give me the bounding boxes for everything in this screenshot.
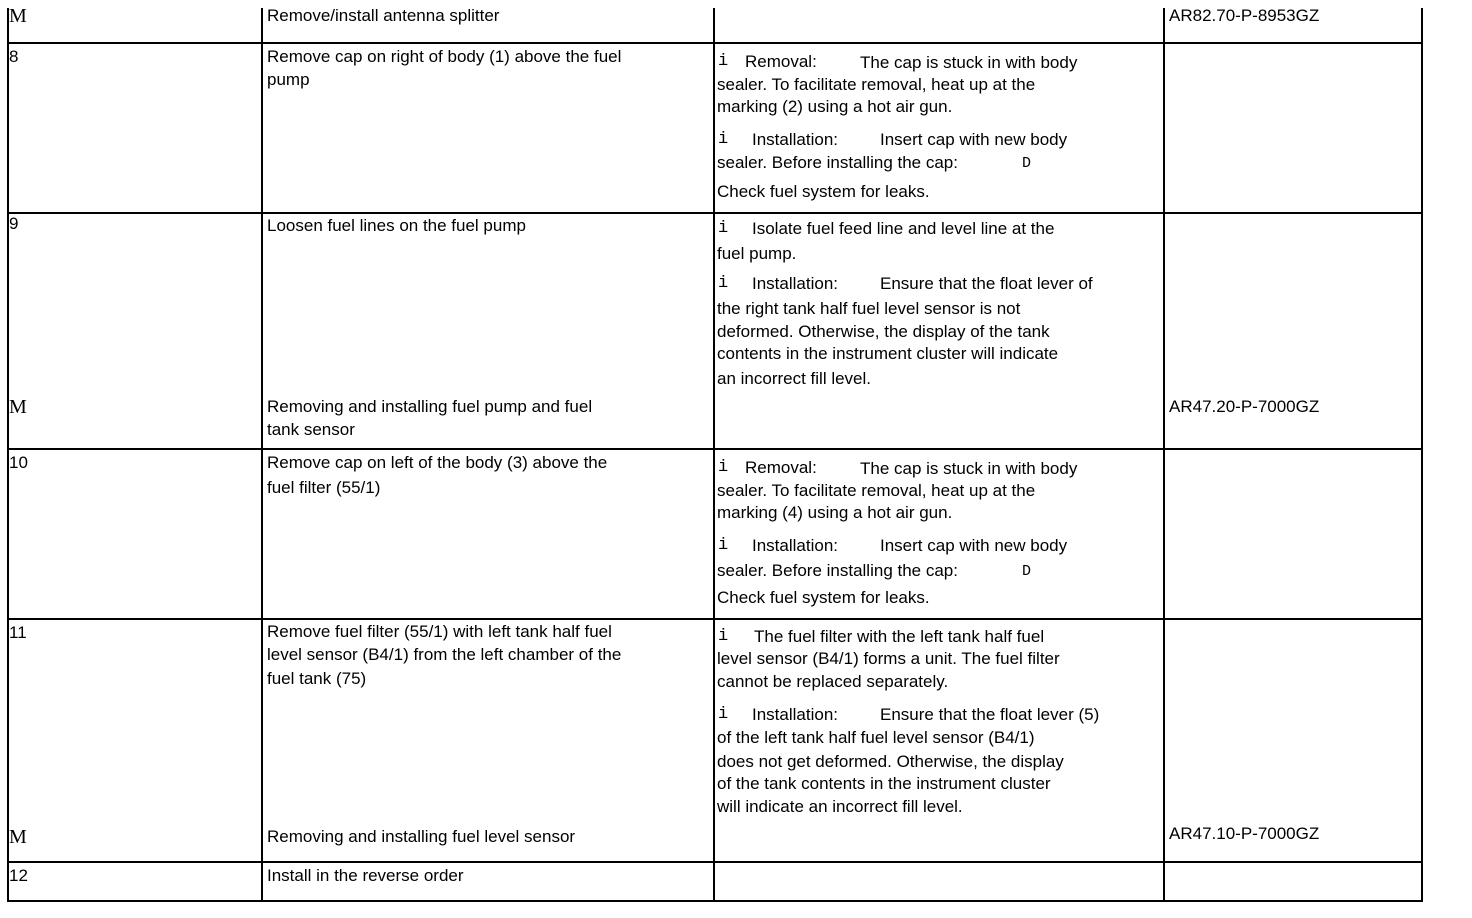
row-divider (7, 618, 1423, 620)
step-cell: 11 (9, 623, 27, 642)
note-text: Isolate fuel feed line and level line at the (752, 219, 1055, 238)
info-icon: i (718, 219, 729, 238)
step-cell: 8 (9, 47, 19, 66)
note-text: cannot be replaced separately. (717, 672, 949, 691)
action-cell: fuel filter (55/1) (267, 478, 381, 497)
note-text: contents in the instrument cluster will indicate (717, 344, 1059, 363)
action-cell: Removing and installing fuel level sensor (267, 827, 576, 846)
note-text: the right tank half fuel level sensor is not (717, 299, 1021, 318)
row-divider (7, 42, 1423, 44)
action-cell: Remove fuel filter (55/1) with left tank half fuel (267, 622, 612, 641)
note-text: deformed. Otherwise, the display of the tank (717, 322, 1050, 341)
info-icon: i (718, 274, 729, 293)
action-cell: Removing and installing fuel pump and fuel (267, 397, 593, 416)
action-cell: tank sensor (267, 420, 355, 439)
note-text: sealer. To facilitate removal, heat up at the (717, 75, 1036, 94)
note-text: Check fuel system for leaks. (717, 588, 930, 607)
document-reference[interactable]: AR47.20-P-7000GZ (1169, 397, 1320, 416)
column-divider (713, 8, 715, 902)
step-cell: M (9, 396, 27, 418)
note-text: marking (4) using a hot air gun. (717, 503, 953, 522)
column-divider (1421, 8, 1423, 902)
column-divider (261, 8, 263, 902)
step-cell: 12 (9, 866, 28, 885)
installation-label: Installation: (752, 705, 838, 724)
note-text: an incorrect fill level. (717, 369, 872, 388)
removal-label: Removal: (745, 52, 817, 71)
note-text: Check fuel system for leaks. (717, 182, 930, 201)
note-text: sealer. Before installing the cap: (717, 561, 958, 580)
note-text: Ensure that the float lever (5) (880, 705, 1100, 724)
install-marker: D (1022, 155, 1032, 172)
action-cell: Loosen fuel lines on the fuel pump (267, 216, 526, 235)
installation-label: Installation: (752, 274, 838, 293)
row-divider (7, 212, 1423, 214)
note-text: The cap is stuck in with body (860, 53, 1078, 72)
row-divider (7, 900, 1423, 902)
row-divider (7, 861, 1423, 863)
note-text: marking (2) using a hot air gun. (717, 97, 953, 116)
action-cell: Remove cap on right of body (1) above the fuel (267, 47, 622, 66)
step-cell: M (9, 826, 27, 848)
note-text: Insert cap with new body (880, 536, 1068, 555)
note-text: level sensor (B4/1) forms a unit. The fuel filter (717, 649, 1060, 668)
action-cell: pump (267, 70, 310, 89)
column-divider (1163, 8, 1165, 902)
row-divider (7, 448, 1423, 450)
note-text: Ensure that the float lever of (880, 274, 1093, 293)
action-cell: Remove cap on left of the body (3) above the (267, 453, 608, 472)
note-text: The fuel filter with the left tank half fuel (754, 627, 1045, 646)
info-icon: i (718, 52, 729, 71)
step-cell: 10 (9, 453, 28, 472)
info-icon: i (718, 130, 729, 149)
install-marker: D (1022, 563, 1032, 580)
action-cell: fuel tank (75) (267, 669, 367, 688)
document-reference[interactable]: AR47.10-P-7000GZ (1169, 824, 1320, 843)
installation-label: Installation: (752, 536, 838, 555)
action-cell: Install in the reverse order (267, 866, 464, 885)
action-cell: level sensor (B4/1) from the left chamber of the (267, 645, 622, 664)
document-reference[interactable]: AR82.70-P-8953GZ (1169, 6, 1320, 25)
note-text: The cap is stuck in with body (860, 459, 1078, 478)
note-text: sealer. Before installing the cap: (717, 153, 958, 172)
installation-label: Installation: (752, 130, 838, 149)
note-text: of the tank contents in the instrument cluster (717, 774, 1051, 793)
note-text: of the left tank half fuel level sensor (B4/1) (717, 728, 1035, 747)
note-text: sealer. To facilitate removal, heat up at the (717, 481, 1036, 500)
step-cell: 9 (9, 214, 19, 233)
note-text: does not get deformed. Otherwise, the display (717, 752, 1064, 771)
info-icon: i (718, 627, 729, 646)
info-icon: i (718, 536, 729, 555)
note-text: fuel pump. (717, 244, 797, 263)
action-cell: Remove/install antenna splitter (267, 6, 500, 25)
removal-label: Removal: (745, 458, 817, 477)
info-icon: i (718, 458, 729, 477)
step-cell: M (9, 5, 27, 27)
info-icon: i (718, 705, 729, 724)
note-text: Insert cap with new body (880, 130, 1068, 149)
note-text: will indicate an incorrect fill level. (717, 797, 963, 816)
